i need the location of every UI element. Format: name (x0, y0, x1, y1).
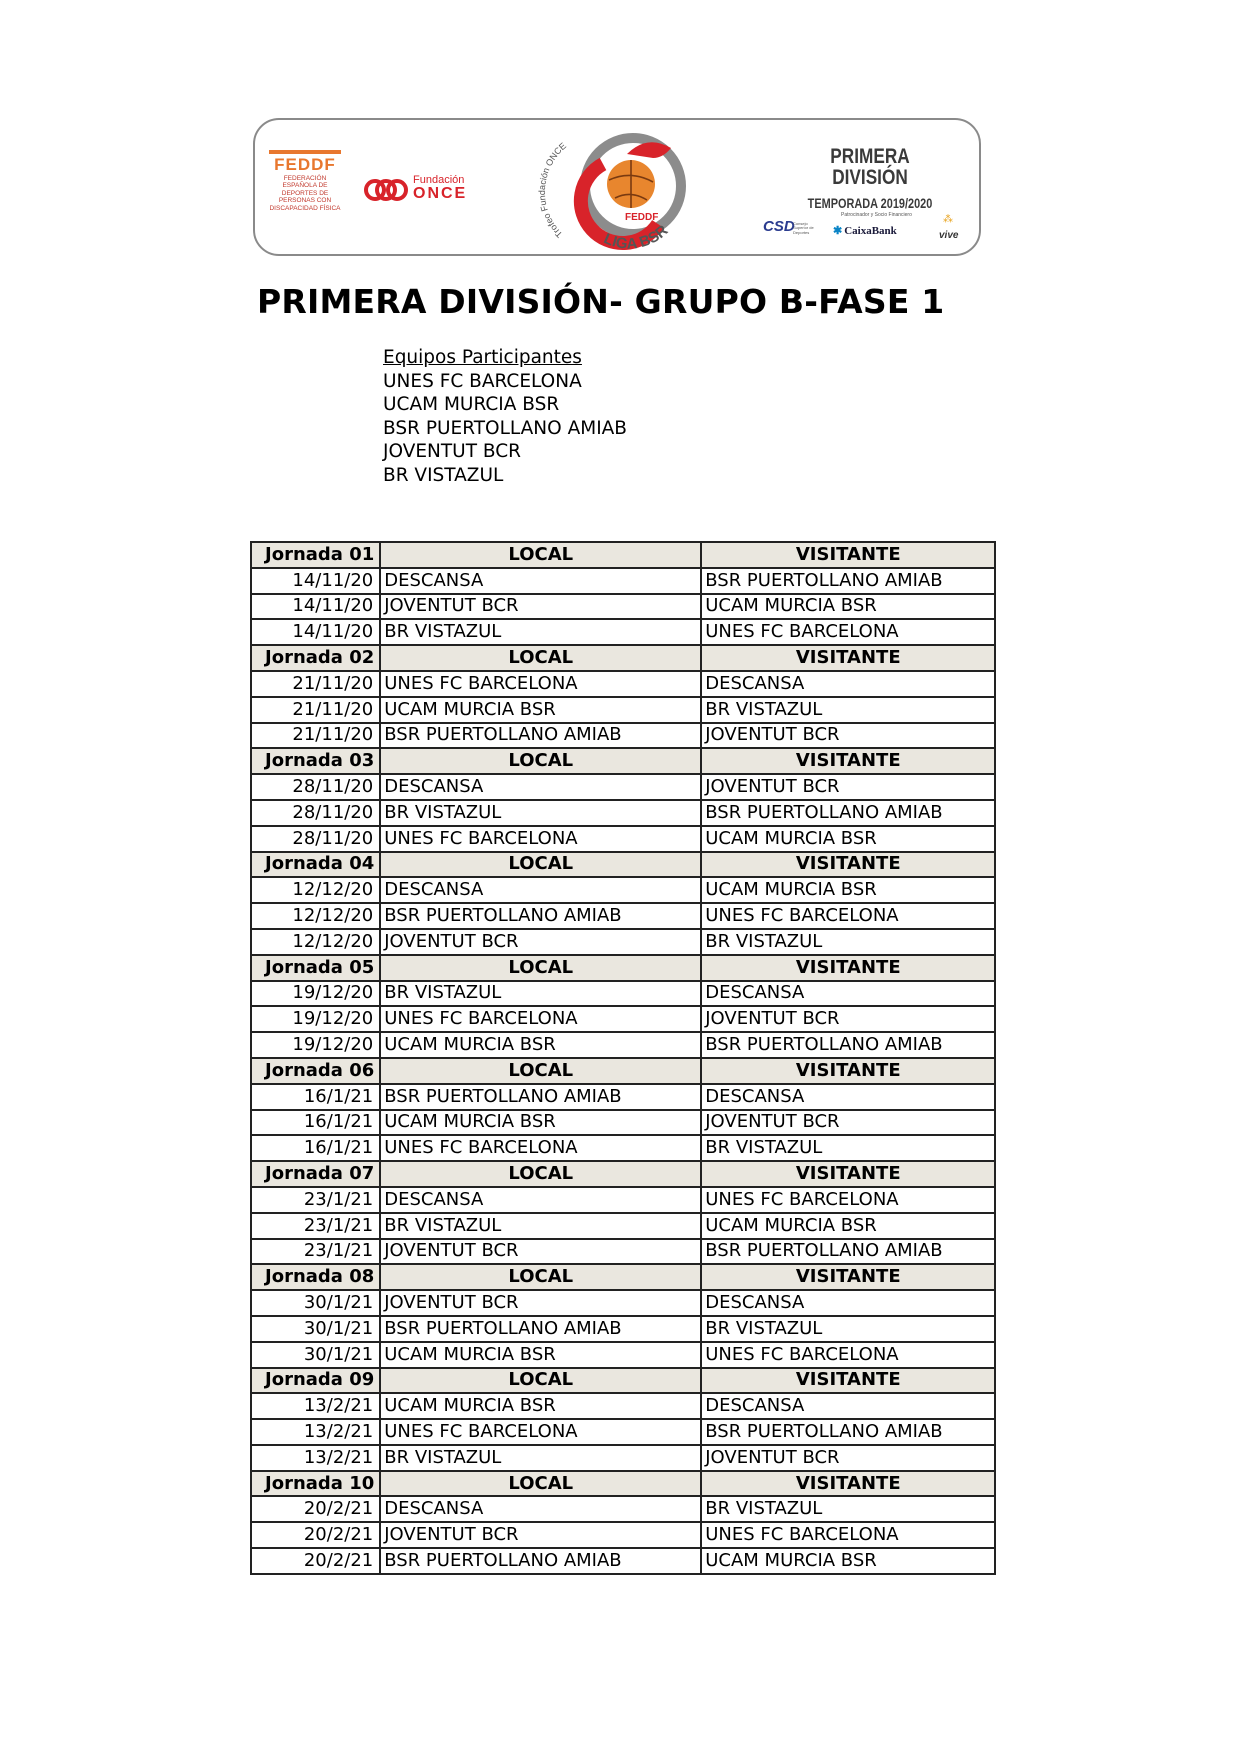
match-row (251, 568, 995, 594)
round-header-row (251, 542, 995, 568)
visitor-header: VISITANTE (701, 1161, 995, 1187)
local-team: UNES FC BARCELONA (380, 1006, 701, 1032)
round-header-row (251, 1161, 995, 1187)
participant-team: UNES FC BARCELONA (383, 370, 582, 392)
visitor-team: JOVENTUT BCR (701, 1006, 995, 1032)
match-date: 19/12/20 (251, 1032, 380, 1058)
match-date: 21/11/20 (251, 671, 380, 697)
local-header: LOCAL (380, 852, 701, 878)
local-team: DESCANSA (380, 1496, 701, 1522)
match-date: 23/1/21 (251, 1213, 380, 1239)
match-row (251, 1316, 995, 1342)
match-date: 14/11/20 (251, 568, 380, 594)
match-row (251, 594, 995, 620)
local-header: LOCAL (380, 1264, 701, 1290)
round-label: Jornada 05 (251, 955, 380, 981)
round-header-row (251, 1368, 995, 1394)
match-date: 19/12/20 (251, 981, 380, 1007)
visitor-team: UCAM MURCIA BSR (701, 1213, 995, 1239)
visitor-team: UCAM MURCIA BSR (701, 877, 995, 903)
match-row (251, 1239, 995, 1265)
header-banner (253, 118, 981, 256)
participant-team: BR VISTAZUL (383, 464, 504, 486)
round-header-row (251, 955, 995, 981)
round-label: Jornada 07 (251, 1161, 380, 1187)
visitor-header: VISITANTE (701, 1058, 995, 1084)
match-row (251, 1342, 995, 1368)
match-row (251, 1496, 995, 1522)
participant-team: JOVENTUT BCR (383, 441, 522, 463)
match-date: 30/1/21 (251, 1316, 380, 1342)
match-row (251, 1213, 995, 1239)
visitor-team: BSR PUERTOLLANO AMIAB (701, 800, 995, 826)
visitor-header: VISITANTE (701, 645, 995, 671)
visitor-team: UCAM MURCIA BSR (701, 826, 995, 852)
round-label: Jornada 04 (251, 852, 380, 878)
match-row (251, 1290, 995, 1316)
match-row (251, 929, 995, 955)
local-team: BSR PUERTOLLANO AMIAB (380, 1548, 701, 1574)
local-team: JOVENTUT BCR (380, 1239, 701, 1265)
match-row (251, 1084, 995, 1110)
visitor-team: UCAM MURCIA BSR (701, 1548, 995, 1574)
match-row (251, 774, 995, 800)
sponsors-strip (763, 212, 973, 248)
local-team: BSR PUERTOLLANO AMIAB (380, 1084, 701, 1110)
match-date: 12/12/20 (251, 877, 380, 903)
match-row (251, 697, 995, 723)
round-label: Jornada 02 (251, 645, 380, 671)
local-header: LOCAL (380, 645, 701, 671)
match-date: 16/1/21 (251, 1110, 380, 1136)
match-date: 20/2/21 (251, 1522, 380, 1548)
local-team: JOVENTUT BCR (380, 929, 701, 955)
match-row (251, 826, 995, 852)
match-row (251, 619, 995, 645)
local-header: LOCAL (380, 542, 701, 568)
local-team: BSR PUERTOLLANO AMIAB (380, 723, 701, 749)
local-header: LOCAL (380, 1058, 701, 1084)
match-date: 20/2/21 (251, 1548, 380, 1574)
visitor-team: BR VISTAZUL (701, 1496, 995, 1522)
fundacion-once-logo (363, 172, 487, 206)
local-team: UNES FC BARCELONA (380, 826, 701, 852)
season-label: TEMPORADA 2019/2020 (807, 195, 933, 211)
match-row (251, 1032, 995, 1058)
liga-feddf-text: FEDDF (625, 212, 659, 223)
visitor-team: JOVENTUT BCR (701, 774, 995, 800)
local-team: JOVENTUT BCR (380, 1290, 701, 1316)
visitor-team: DESCANSA (701, 1084, 995, 1110)
match-row (251, 723, 995, 749)
local-header: LOCAL (380, 748, 701, 774)
match-date: 19/12/20 (251, 1006, 380, 1032)
local-team: JOVENTUT BCR (380, 1522, 701, 1548)
visitor-team: UNES FC BARCELONA (701, 1522, 995, 1548)
participants-heading: Equipos Participantes (383, 347, 582, 368)
local-team: UCAM MURCIA BSR (380, 697, 701, 723)
match-date: 28/11/20 (251, 774, 380, 800)
csd-subtitle: Consejo Superior de Deportes (793, 221, 814, 235)
visitor-team: BSR PUERTOLLANO AMIAB (701, 1419, 995, 1445)
local-team: BSR PUERTOLLANO AMIAB (380, 1316, 701, 1342)
local-header: LOCAL (380, 1471, 701, 1497)
visitor-team: BR VISTAZUL (701, 1316, 995, 1342)
local-team: UCAM MURCIA BSR (380, 1110, 701, 1136)
visitor-team: DESCANSA (701, 1393, 995, 1419)
visitor-team: JOVENTUT BCR (701, 1445, 995, 1471)
match-date: 14/11/20 (251, 619, 380, 645)
match-row (251, 1548, 995, 1574)
match-row (251, 1419, 995, 1445)
visitor-team: DESCANSA (701, 981, 995, 1007)
fundacion-label: Fundación (413, 174, 465, 186)
schedule-table (250, 541, 996, 1575)
visitor-team: UCAM MURCIA BSR (701, 594, 995, 620)
csd-logo: CSD (763, 218, 795, 235)
round-label: Jornada 06 (251, 1058, 380, 1084)
visitor-header: VISITANTE (701, 1368, 995, 1394)
visitor-header: VISITANTE (701, 1471, 995, 1497)
local-team: UCAM MURCIA BSR (380, 1032, 701, 1058)
round-label: Jornada 09 (251, 1368, 380, 1394)
match-row (251, 1135, 995, 1161)
division-title: PRIMERA DIVISIÓN (830, 145, 910, 189)
match-date: 30/1/21 (251, 1290, 380, 1316)
local-team: UNES FC BARCELONA (380, 1419, 701, 1445)
local-team: DESCANSA (380, 568, 701, 594)
once-rings-icon (363, 178, 409, 202)
visitor-team: JOVENTUT BCR (701, 723, 995, 749)
match-row (251, 1445, 995, 1471)
local-team: DESCANSA (380, 1187, 701, 1213)
local-team: JOVENTUT BCR (380, 594, 701, 620)
visitor-team: BR VISTAZUL (701, 697, 995, 723)
local-team: BR VISTAZUL (380, 800, 701, 826)
round-header-row (251, 748, 995, 774)
feddf-brand: FEDDF (269, 150, 341, 173)
match-date: 20/2/21 (251, 1496, 380, 1522)
visitor-header: VISITANTE (701, 748, 995, 774)
match-row (251, 1187, 995, 1213)
visitor-header: VISITANTE (701, 955, 995, 981)
match-row (251, 877, 995, 903)
sponsors-caption: Patrocinador y Socio Financiero (841, 212, 912, 218)
caixabank-logo (833, 224, 897, 237)
visitor-team: DESCANSA (701, 1290, 995, 1316)
round-header-row (251, 1058, 995, 1084)
match-date: 21/11/20 (251, 723, 380, 749)
match-date: 13/2/21 (251, 1445, 380, 1471)
match-row (251, 1110, 995, 1136)
local-header: LOCAL (380, 955, 701, 981)
local-team: DESCANSA (380, 774, 701, 800)
match-date: 30/1/21 (251, 1342, 380, 1368)
visitor-header: VISITANTE (701, 542, 995, 568)
match-date: 14/11/20 (251, 594, 380, 620)
page-title: PRIMERA DIVISIÓN- GRUPO B-FASE 1 (257, 282, 945, 321)
match-date: 23/1/21 (251, 1187, 380, 1213)
visitor-team: BR VISTAZUL (701, 1135, 995, 1161)
match-row (251, 1522, 995, 1548)
visitor-team: BSR PUERTOLLANO AMIAB (701, 568, 995, 594)
local-team: UCAM MURCIA BSR (380, 1342, 701, 1368)
caixabank-label: CaixaBank (844, 225, 897, 237)
match-date: 13/2/21 (251, 1419, 380, 1445)
local-team: DESCANSA (380, 877, 701, 903)
trofeo-text: Trofeo Fundación ONCE (536, 140, 569, 240)
local-team: BR VISTAZUL (380, 981, 701, 1007)
round-header-row (251, 1471, 995, 1497)
local-header: LOCAL (380, 1161, 701, 1187)
match-date: 13/2/21 (251, 1393, 380, 1419)
vive-logo: vive (939, 230, 959, 241)
visitor-team: UNES FC BARCELONA (701, 1342, 995, 1368)
local-team: UNES FC BARCELONA (380, 1135, 701, 1161)
participant-team: BSR PUERTOLLANO AMIAB (383, 417, 627, 439)
participant-team: UCAM MURCIA BSR (383, 394, 560, 416)
local-team: UCAM MURCIA BSR (380, 1393, 701, 1419)
match-row (251, 981, 995, 1007)
vive-flame-icon: ⁂ (943, 214, 953, 225)
division-heading (785, 146, 955, 210)
local-team: UNES FC BARCELONA (380, 671, 701, 697)
feddf-logo (269, 150, 341, 212)
visitor-team: BSR PUERTOLLANO AMIAB (701, 1032, 995, 1058)
visitor-team: BR VISTAZUL (701, 929, 995, 955)
visitor-team: JOVENTUT BCR (701, 1110, 995, 1136)
match-date: 16/1/21 (251, 1084, 380, 1110)
match-date: 21/11/20 (251, 697, 380, 723)
round-label: Jornada 03 (251, 748, 380, 774)
match-date: 23/1/21 (251, 1239, 380, 1265)
round-label: Jornada 01 (251, 542, 380, 568)
visitor-header: VISITANTE (701, 1264, 995, 1290)
local-team: BSR PUERTOLLANO AMIAB (380, 903, 701, 929)
feddf-subtitle: FEDERACIÓN ESPAÑOLA DE DEPORTES DE PERSONAS CON DISCAPACIDAD FÍSICA (269, 175, 341, 212)
match-row (251, 671, 995, 697)
liga-bsr-logo (523, 124, 713, 254)
local-team: BR VISTAZUL (380, 1213, 701, 1239)
visitor-team: UNES FC BARCELONA (701, 619, 995, 645)
visitor-team: UNES FC BARCELONA (701, 1187, 995, 1213)
participants-list (383, 346, 627, 488)
round-header-row (251, 852, 995, 878)
visitor-team: BSR PUERTOLLANO AMIAB (701, 1239, 995, 1265)
match-date: 12/12/20 (251, 929, 380, 955)
match-date: 12/12/20 (251, 903, 380, 929)
local-team: BR VISTAZUL (380, 1445, 701, 1471)
round-label: Jornada 10 (251, 1471, 380, 1497)
match-row (251, 903, 995, 929)
match-date: 28/11/20 (251, 826, 380, 852)
round-label: Jornada 08 (251, 1264, 380, 1290)
liga-bsr-text: LIGA BSR (601, 221, 672, 253)
match-row (251, 1006, 995, 1032)
match-date: 28/11/20 (251, 800, 380, 826)
round-header-row (251, 1264, 995, 1290)
match-row (251, 1393, 995, 1419)
match-row (251, 800, 995, 826)
local-header: LOCAL (380, 1368, 701, 1394)
schedule-body (251, 542, 995, 1574)
caixabank-star-icon: ✱ (833, 225, 843, 237)
visitor-team: DESCANSA (701, 671, 995, 697)
local-team: BR VISTAZUL (380, 619, 701, 645)
visitor-team: UNES FC BARCELONA (701, 903, 995, 929)
match-date: 16/1/21 (251, 1135, 380, 1161)
round-header-row (251, 645, 995, 671)
once-label: ONCE (413, 185, 468, 202)
visitor-header: VISITANTE (701, 852, 995, 878)
